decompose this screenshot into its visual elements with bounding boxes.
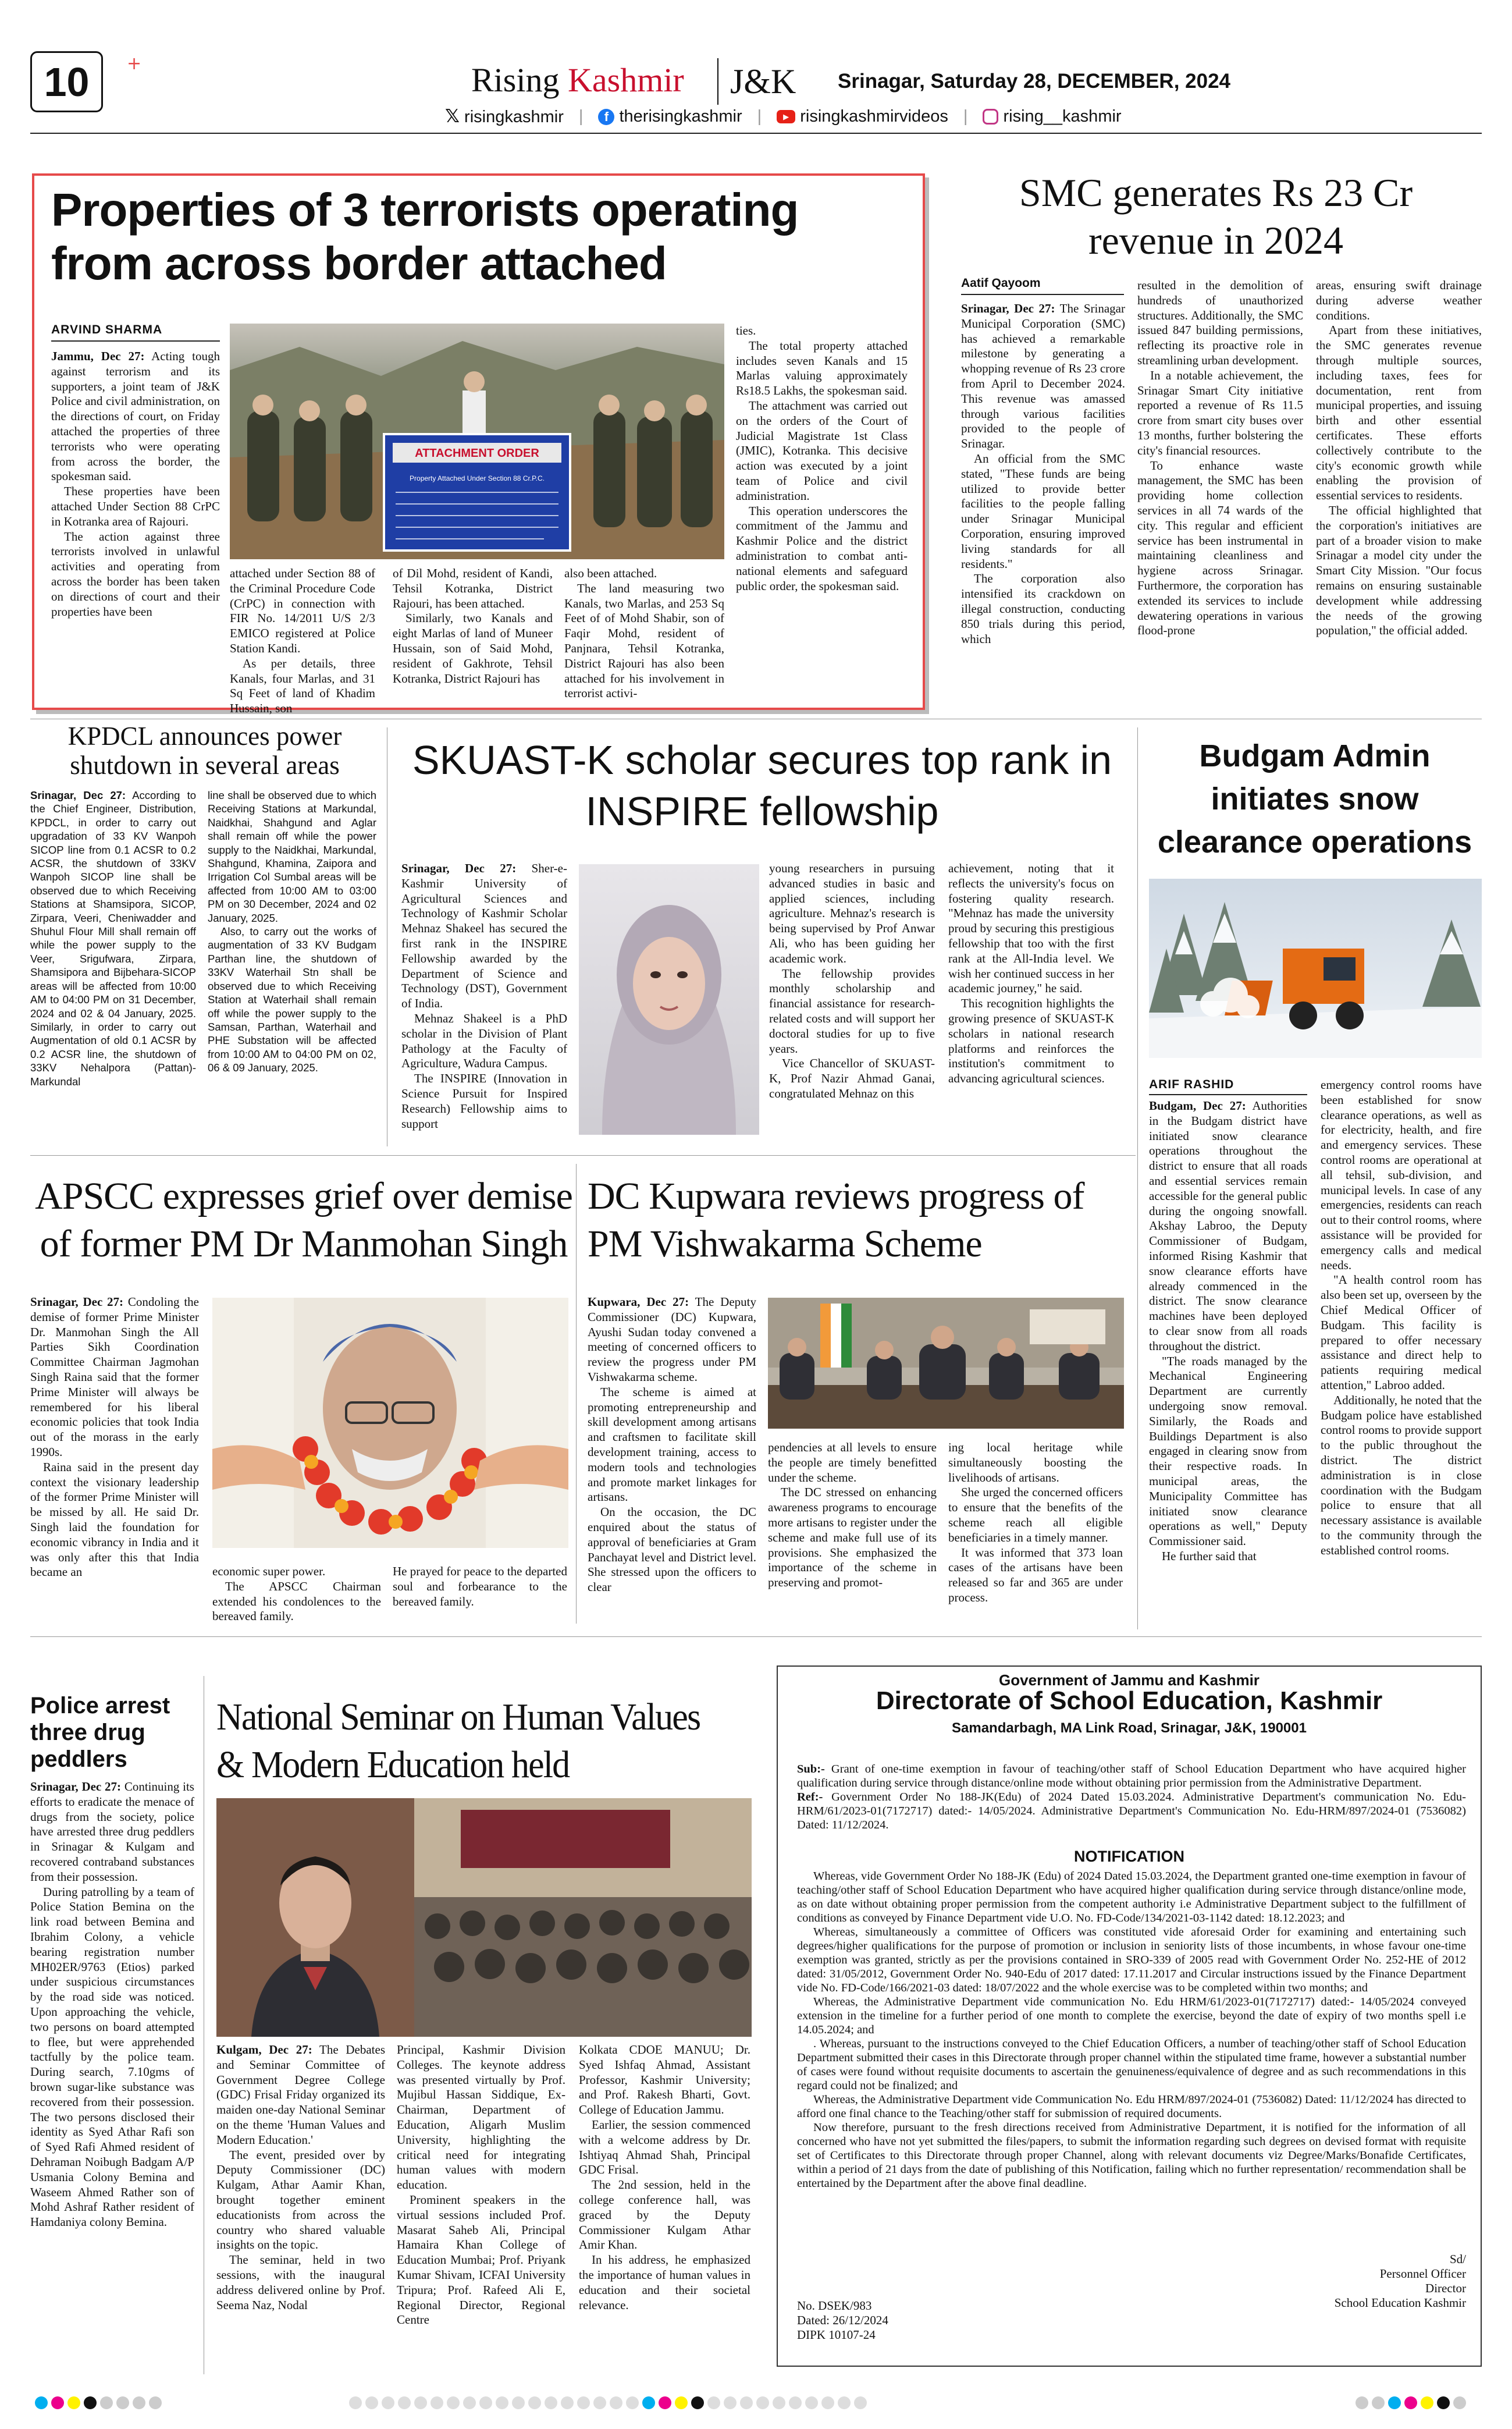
a1-col3: of Dil Mohd, resident of Kandi, Tehsil Kotranka, District Rajouri, has been attached. Similarly, two Kanals and eight Marlas of land of Muneer Hussain, son of Said Mohd, resident of Gakhrote, Tehsil Kotranka, District Rajouri has [393,566,553,686]
a2-byline: Aatif Qayoom [961,276,1041,290]
color-registration-right [1356,2396,1466,2409]
a1-photo [230,324,724,559]
a6-divider [576,1164,577,1624]
a5-photo-scene [1149,879,1482,1058]
page-number-box [30,51,103,112]
a4-headline: SKUAST-K scholar secures top rank in INSPIRE fellowship [412,737,1112,834]
a7-col3: ing local heritage while simultaneously boosting the livelihoods of artisans. She urged the concerned officers to ensure that the benefits of the scheme reach all eligible beneficiaries in a timely manner. It was informed that 373 loan cases of the artisans have been released so far and 365 are under process. [948,1440,1123,1604]
notice-signature [1280,2252,1466,2310]
a1-byline-rule [51,340,220,342]
notice-title: Directorate of School Education, Kashmir [876,1686,1383,1715]
a6-photo-scene [212,1298,568,1548]
a8-headline: Police arrest three drug peddlers [30,1693,170,1772]
notice-address: Samandarbagh, MA Link Road, Srinagar, J&K, 190001 [952,1720,1307,1736]
notice-heading: NOTIFICATION [1074,1848,1184,1865]
youtube-icon: ▶ [777,110,795,123]
a9-photo-seminar [216,1798,752,2037]
page-number: 10 [44,59,90,105]
a2-col1: Srinagar, Dec 27: The Srinagar Municipal Corporation (SMC) has achieved a remarkable milestone by generating a whopping revenue of Rs 23 crore from April to December 2024. This revenue was amassed through various facilities provided to the people of Srinagar. An official from the SMC stated, "These funds are being utilized to provide better facilities to the people falling under Srinagar Municipal Corporation, ensuring improved living standards for all residents." The corporation also intensified its crackdown on illegal construction, conducting 850 trials during this period, which [961,301,1125,646]
a2-headline: SMC generates Rs 23 Cr revenue in 2024 [1019,171,1413,262]
masthead [471,63,684,98]
a5-headline: Budgam Admin initiates snow clearance operations [1157,738,1472,860]
brand-kashmir: Kashmir [568,61,684,99]
a8-col1: Srinagar, Dec 27: Continuing its efforts to eradicate the menace of drugs from the society, police have arrested three drug peddlers in Srinagar & Kulgam and recovered contraband substances from their possession. During patrolling by a team of Police Station Bemina on the link road between Bemina and Ibrahim Colony, a vehicle bearing registration number MH02ER/9763 (Etios) parked under suspicious circumstances by the road side was noticed. Upon approaching the vehicle, two persons on board attempted to flee, but were apprehended tactfully by the police team. During search, 7.10gms of brown sugar-like substance was recovered from their possession. The two persons disclosed their identity as Syed Athar Rafi son of Syed Rafi Ahmed resident of Dehraman Noibugh Badgam A/P Usmania Colony Bemina and Waseem Ahmed Rather son of Mohd Ashraf Rather resident of Hamdaniya colony Bemina. [30,1780,194,2229]
masthead-divider [717,58,718,105]
a9-photo-scene [216,1798,752,2037]
a6-col3: He prayed for peace to the departed soul and forbearance to the bereaved family. [393,1564,567,1608]
a1-col5: ties. The total property attached includes seven Kanals and 15 Marlas valuing approximately Rs18.5 Lakhs, the spokesman said. The attachment was carried out on the orders of the Court of Judicial Magistrate 1st Class (JMIC), Kotranka. This decisive action was executed by a joint team of Police and civil administration. This operation underscores the commitment of the Jammu and Kashmir Police and the district administration to combat anti-national elements and safeguard public order, the spokesman said. [736,324,908,593]
row2-rule [30,1155,1136,1156]
a3-headline: KPDCL announces power shutdown in several areas [67,722,342,780]
a4-col3: achievement, noting that it reflects the university's focus on fostering quality research. "Mehnaz has made the university proud by securing this prestigious fellowship that too with the first rank at the All-India level. We wish her continued success in her academic journey," he said. This recognition highlights the growing presence of SKUAST-K scholars in national research platforms and reinforces the institution's commitment to advancing agricultural sciences. [948,861,1114,1086]
social-youtube[interactable]: ▶ risingkashmirvideos [777,107,948,126]
a9-col3-text: Kolkata CDOE MANUU; Dr. Syed Ishfaq Ahmad, Assistant Professor, Kashmir University; and Prof. Rakesh Bharti, Govt. College of Education Jammu. Earlier, the session commenced with a welcome address by Dr. Ishtiyaq Ahmad Shah, Principal GDC Frisal. The 2nd session, held in the college conference hall, was graced by the Deputy Commissioner Kulgam Athar Amir Khan. In his address, he emphasized the importance of human values in education and their societal relevance. [579,2043,750,2312]
a5-byline: ARIF RASHID [1149,1078,1234,1091]
a7-col2: pendencies at all levels to ensure the people are timely benefitted under the scheme. The DC stressed on enhancing awareness programs to encourage more artisans to register under the scheme and make full use of its provisions. She emphasized the importance of the scheme in preserving and promot- [768,1440,937,1590]
a6-headline: APSCC expresses grief over demise of former PM Dr Manmohan Singh [35,1175,572,1265]
header-rule [30,133,1482,134]
notice-gov: Government of Jammu and Kashmir [999,1671,1260,1689]
notice-ref-numbers [797,2299,888,2342]
a7-headline: DC Kupwara reviews progress of PM Vishwakarma Scheme [588,1175,1084,1265]
a4-col1: Srinagar, Dec 27: Sher-e-Kashmir University of Agricultural Sciences and Technology of Kashmir Scholar Mehnaz Shakeel has secured the first rank in the INSPIRE Fellowship awarded by the Department of Science and Technology (DST), Government of India. Mehnaz Shakeel is a PhD scholar in the Division of Plant Pathology at the Faculty of Agriculture, Wadura Campus. The INSPIRE (Innovation in Science Pursuit for Inspired Research) Fellowship aims to support [401,861,567,1131]
a2-col3: areas, ensuring swift drainage during adverse weather conditions. Apart from these initiatives, the SMC generates revenue through multiple sources, including taxes, fees for documentation, rent from municipal properties, and issuing birth and other essential certificates. These efforts collectively contribute to the city's economic growth while enabling the provision of essential services to residents. The official highlighted that the corporation's initiatives are part of a broader vision to make Srinagar a model city under the Smart City Mission. "Our focus remains on ensuring sustainable development while addressing the needs of the growing population," the official added. [1316,278,1482,638]
social-facebook[interactable]: f therisingkashmir [598,107,742,126]
a6-col2: economic super power. The APSCC Chairman extended his condolences to the bereaved family. [212,1564,381,1624]
notice-sd: Sd/ [1449,2252,1466,2266]
social-x[interactable]: 𝕏 risingkashmir [445,106,564,126]
a2-col2: resulted in the demolition of hundreds of unauthorized structures. Additionally, the SMC issued 847 building permissions, reflecting its proactive role in streamlining urban development. In a notable achievement, the Srinagar Smart City initiative reported a revenue of Rs 11.5 crore from smart city buses over 13 months, further bolstering the city's financial resources. To enhance waste management, the SMC has been providing home collection services in all 74 wards of the city. This regular and efficient service has been instrumental in maintaining cleanliness and hygiene across Srinagar. Furthermore, the corporation has extended its services to include dewatering operations in various flood-prone [1137,278,1303,638]
row3-rule [30,1636,1482,1637]
notice-body: Whereas, vide Government Order No 188-JK (Edu) of 2024 Dated 15.03.2024, the Department granted one-time exemption in favour of teaching/other staff of School Education Department who have acquired higher qualification during service through distance/online mode, as on date without obtaining proper permission from the competent authority i.e Administrative Department subject to the fulfillment of conditions as conveyed by Finance Department vide U.O. No. FD-Code/134/2021-03-1142 dated: 18.12.2023; and Whereas, simultaneously a committee of Officers was constituted vide aforesaid Order for examining and entertaining such degrees/higher qualifications for the purpose of promotion or inclusion in seniority lists of those incumbents, in whose favour one-time exemption was granted, strictly as per the provisions contained in SRO-339 of 2005 read with Government Order No. 252-HE of 2012 dated: 31/05/2012, Government Order No. 940-Edu of 2017 dated: 17.11.2017 and Circular instructions issued by the Finance Department vide No. FD-Code/166/2021-03 dated: 18/07/2022 and the whole exercise was to be completed within two months; and Whereas, the Administrative Department vide communication No. Edu HRM/61/2023-01(7172717) dated:- 14/05/2024 conveyed extension in the timeline for a further period of one month to complete the exercise, beyond the date of expiry of two months spell i.e 14.05.2024; and . Whereas, pursuant to the instructions conveyed to the Chief Education Officers, a number of teaching/other staff of School Education Department submitted their cases in this Directorate through proper channel within the stipulated time frame, however a substantial number of cases were found without requisite documents to ascertain the genuineness/equivalence of degree and as such recommendations in this regard could not be finalized; and Whereas, the Administrative Department vide Communication No. Edu HRM/897/2024-01 (7536082) Dated: 11/12/2024 has directed to afford one final chance to the Teaching/other staff for submission of required documents. Now therefore, pursuant to the fresh directions received from Administrative Department, it is notified for the information of all concerned who have not yet submitted the files/papers, to submit the information regarding such degrees on devised format with requisite set of Certificates to this Directorate through proper Channel, along with relevant documents viz Degree/Marks/Bonafide Certificates, within a period of 21 days from the date of publishing of this Notification, failing which no further representation/ recommendation shall be entertained by the Department after the above final deadline. [797,1870,1466,2190]
a1-col1: Jammu, Dec 27: Acting tough against terrorism and its supporters, a joint team of J&K Police and civil administration, on the directions of court, on Friday attached the properties of three terrorists who were operating from across the border, the spokesman said. These properties have been attached Under Section 88 CrPC in Kotranka area of Rajouri. The action against three terrorists involved in unlawful activities and operating from across the border has been taken on directions of court and their properties have been [51,349,220,619]
a5-col2: emergency control rooms have been established for snow clearance operations, as well as for electricity, health, and fire and emergency services. These control rooms are operational at all tehsil, sub-division, and municipal levels. In case of any emergencies, residents can reach out to their control rooms, where assistance will be provided for emergency calls and medical needs. "A health control room has also been set up, overseen by the Chief Medical Officer of Budgam. This facility is prepared to offer necessary assistance and direct help to patients requiring medical attention," Labroo added. Additionally, he noted that the Budgam police have established control rooms to provide support to the public throughout the district. The district administration is in close coordination with the Budgam police to ensure that all necessary assistance is available to the community through the established control rooms. [1321,1078,1482,1557]
instagram-icon [983,109,998,125]
notice-director: Director [1425,2281,1466,2295]
svg-text:Property Attached Under Sectio: Property Attached Under Section 88 Cr.P.C. [410,474,545,482]
color-registration-left [35,2396,162,2409]
a1-headline: Properties of 3 terrorists operating from across border attached [51,184,799,289]
a1-photo-scene [230,324,724,559]
a5-col1: Budgam, Dec 27: Authorities in the Budgam district have initiated snow clearance operations throughout the district to ensure that all roads and essential services remain accessible for the general public during the ongoing snowfall. Akshay Labroo, the Deputy Commissioner of Budgam, informed Rising Kashmir that snow clearance efforts have already commenced in the district. The snow clearance machines have been deployed to clear snow from all roads throughout the district. "The roads managed by the Mechanical Engineering Department are currently undergoing snow removal. Similarly, the Roads and Buildings Department is also engaged in clearing snow from their respective roads. In municipal areas, the Municipality Committee has initiated snow clearance operations as well," Deputy Commissioner said. He further said that [1149,1099,1307,1563]
a4-photo-scene [579,864,759,1135]
notice-subject: Sub:- Grant of one-time exemption in favour of teaching/other staff of School Education Department who have acquired higher qualification during service through distance/online mode without obtaining prior permission from the Administrative Department. Ref:- Government Order No 188-JK(Edu) of 2024 Dated 15.03.2024. Administrative Department's communication No. Edu-HRM/61/2023-01(7172717) dated:- 14/05/2024. Administrative Department's Communication No. Edu-HRM/897/2024-01 (7536082) Dated: 11/12/2024. [797,1763,1466,1831]
x-icon: 𝕏 [445,106,460,126]
a9-headline: National Seminar on Human Values & Modern Education held [216,1696,700,1786]
a7-photo-meeting [768,1298,1124,1429]
a1-byline: ARVIND SHARMA [51,323,163,336]
social-instagram[interactable]: rising__kashmir [983,107,1121,126]
a3-col1: Srinagar, Dec 27: According to the Chief Engineer, Distribution, KPDCL, in order to carry out upgradation of 33 KV Wanpoh SICOP line from 0.1 ACSR to 0.2 ACSR, the shutdown of 33KV Wanpoh SICOP line shall be observed due to which Receiving Stations at Shamsipora, SICOP, Zirpara, Veeri, Cheniwadder and Shuhul Flour Mill shall remain off while the power supply to the Veer, Srigufwara, Zirpara, Shamsipora and Bijbehara-SICOP areas will be affected from 10:00 AM to 04:00 PM on 31 December, 2024 and 02 & 04 January, 2025. Similarly, in order to carry out Augmentation of old 0.1 ACSR by 0.2 ACSR line, the shutdown of 33KV Nehalpora (Pattan)-Markundal [30,789,196,1088]
section-name: J&K [730,62,796,101]
a7-col1: Kupwara, Dec 27: The Deputy Commissioner (DC) Kupwara, Ayushi Sudan today convened a meeting of concerned officers to review the progress under PM Vishwakarma scheme. The scheme is aimed at promoting entrepreneurship and skill development among artisans and craftsmen to facilitate skill development training, access to modern tools and technologies and promote market linkages for artisans. On the occasion, the DC enquired about the status of approval of beneficiaries at Gram Panchayat level and District level. She stressed upon the officers to clear [588,1295,757,1595]
a6-photo-tribute [212,1298,568,1548]
a5-byline-rule [1149,1094,1307,1095]
a4-divider [1137,727,1138,1629]
a4-photo-scholar [579,864,759,1135]
a1-col2: attached under Section 88 of the Criminal Procedure Code (CrPC) in connection with FIR No. 14/2011 U/S 2/3 EMICO registered at Police Station Kandi. As per details, three Kanals, four Marlas, and 31 Sq Feet of land of Khadim Hussain, son [230,566,375,716]
a4-col2: young researchers in pursuing advanced studies in basic and applied sciences, including agriculture. Mehnaz's research is being supervised by Prof Anwar Ali, who has been guiding her academic work. The fellowship provides monthly scholarship and financial assistance for research-related costs and will support her doctoral studies for up to five years. Vice Chancellor of SKUAST-K, Prof Nazir Ahmad Ganai, congratulated Mehnaz on this [769,861,935,1100]
dateline: Srinagar, Saturday 28, DECEMBER, 2024 [838,70,1230,93]
a1-col4: also been attached. The land measuring two Kanals, two Marlas, and 253 Sq Feet of of Mohd Shabir, son of Faqir Mohd, resident of Panjnara, Tehsil Kotranka, District Rajouri has also been attached for his involvement in terrorist activi- [564,566,724,701]
a5-photo-snow [1149,879,1482,1058]
notice-dated: Dated: 26/12/2024 [797,2313,888,2327]
notice-dipk: DIPK 10107-24 [797,2328,876,2342]
a2-byline-rule [961,294,1124,295]
crop-mark-icon: + [127,54,142,74]
facebook-icon: f [598,109,614,125]
svg-text:ATTACHMENT ORDER: ATTACHMENT ORDER [415,447,539,460]
a6-col1: Srinagar, Dec 27: Condoling the demise of former Prime Minister Dr. Manmohan Singh the All Parties Sikh Coordination Committee Chairman Jagmohan Singh Raina said that the former Prime Minister will always be remembered for his liberal economic policies that took India out of the morass in the early 1990s. Raina said in the present day context the visionary leadership of the former Prime Minister will be missed by all. He said Dr. Singh laid the foundation for economic vibrancy in India and it was only after this that India became an [30,1295,199,1579]
a9-col1: Kulgam, Dec 27: The Debates and Seminar Committee of Government Degree College (GDC) Frisal Friday organized its maiden one-day National Seminar on the theme 'Human Values and Modern Education.' The event, presided over by Deputy Commissioner (DC) Kulgam, Athar Aamir Khan, brought together eminent educationists from across the country who shared valuable insights on the topic. The seminar, held in two sessions, with the inaugural address delivered online by Prof. Seema Naz, Nodal [216,2043,385,2312]
a3-col2: line shall be observed due to which Receiving Stations at Markundal, Naidkhai, Shahgund and Aglar shall remain off while the power supply to the Naidkhai, Markundal, Shahgund, Khamina, Zaipora and Irrigation Col Sumbal areas will be affected from 10:00 AM to 03:00 PM on 30 December, 2024 and 02 January, 2025. Also, to carry out the works of augmentation of 33 KV Budgam Parthan line, the shutdown of 33KV Waterhail Stn shall be observed due to which Receiving Station at Waterhail shall remain off while the power supply to the Samsan, Parthan, Waterhail and PHE Substation will be affected from 10:00 AM to 04:00 PM on 02, 06 & 09 January, 2025. [208,789,376,1074]
color-registration-center [349,2396,867,2409]
notice-officer: Personnel Officer [1379,2267,1466,2281]
brand-rising: Rising [471,61,560,99]
notice-office: School Education Kashmir [1334,2296,1466,2310]
notice-no: No. DSEK/983 [797,2299,872,2313]
a9-col2: Principal, Kashmir Division Colleges. The keynote address was presented virtually by Prof. Mujibul Hassan Siddique, Ex-Chairman, Department of Education, Aligarh Muslim University, highlighting the critical need for integrating human values with modern education. Prominent speakers in the virtual sessions included Prof. Masarat Saheb Ali, Principal Hamaira Khan College of Education Mumbai; Prof. Priyank Kumar Shivam, ICFAI University Tripura; Prof. Rafeed Ali E, Regional Director, Regional Centre [397,2043,565,2327]
a7-photo-scene [768,1298,1124,1429]
social-bar: 𝕏 risingkashmir | f therisingkashmir | ▶ risingkashmirvideos | rising__kashmir [445,106,1122,126]
